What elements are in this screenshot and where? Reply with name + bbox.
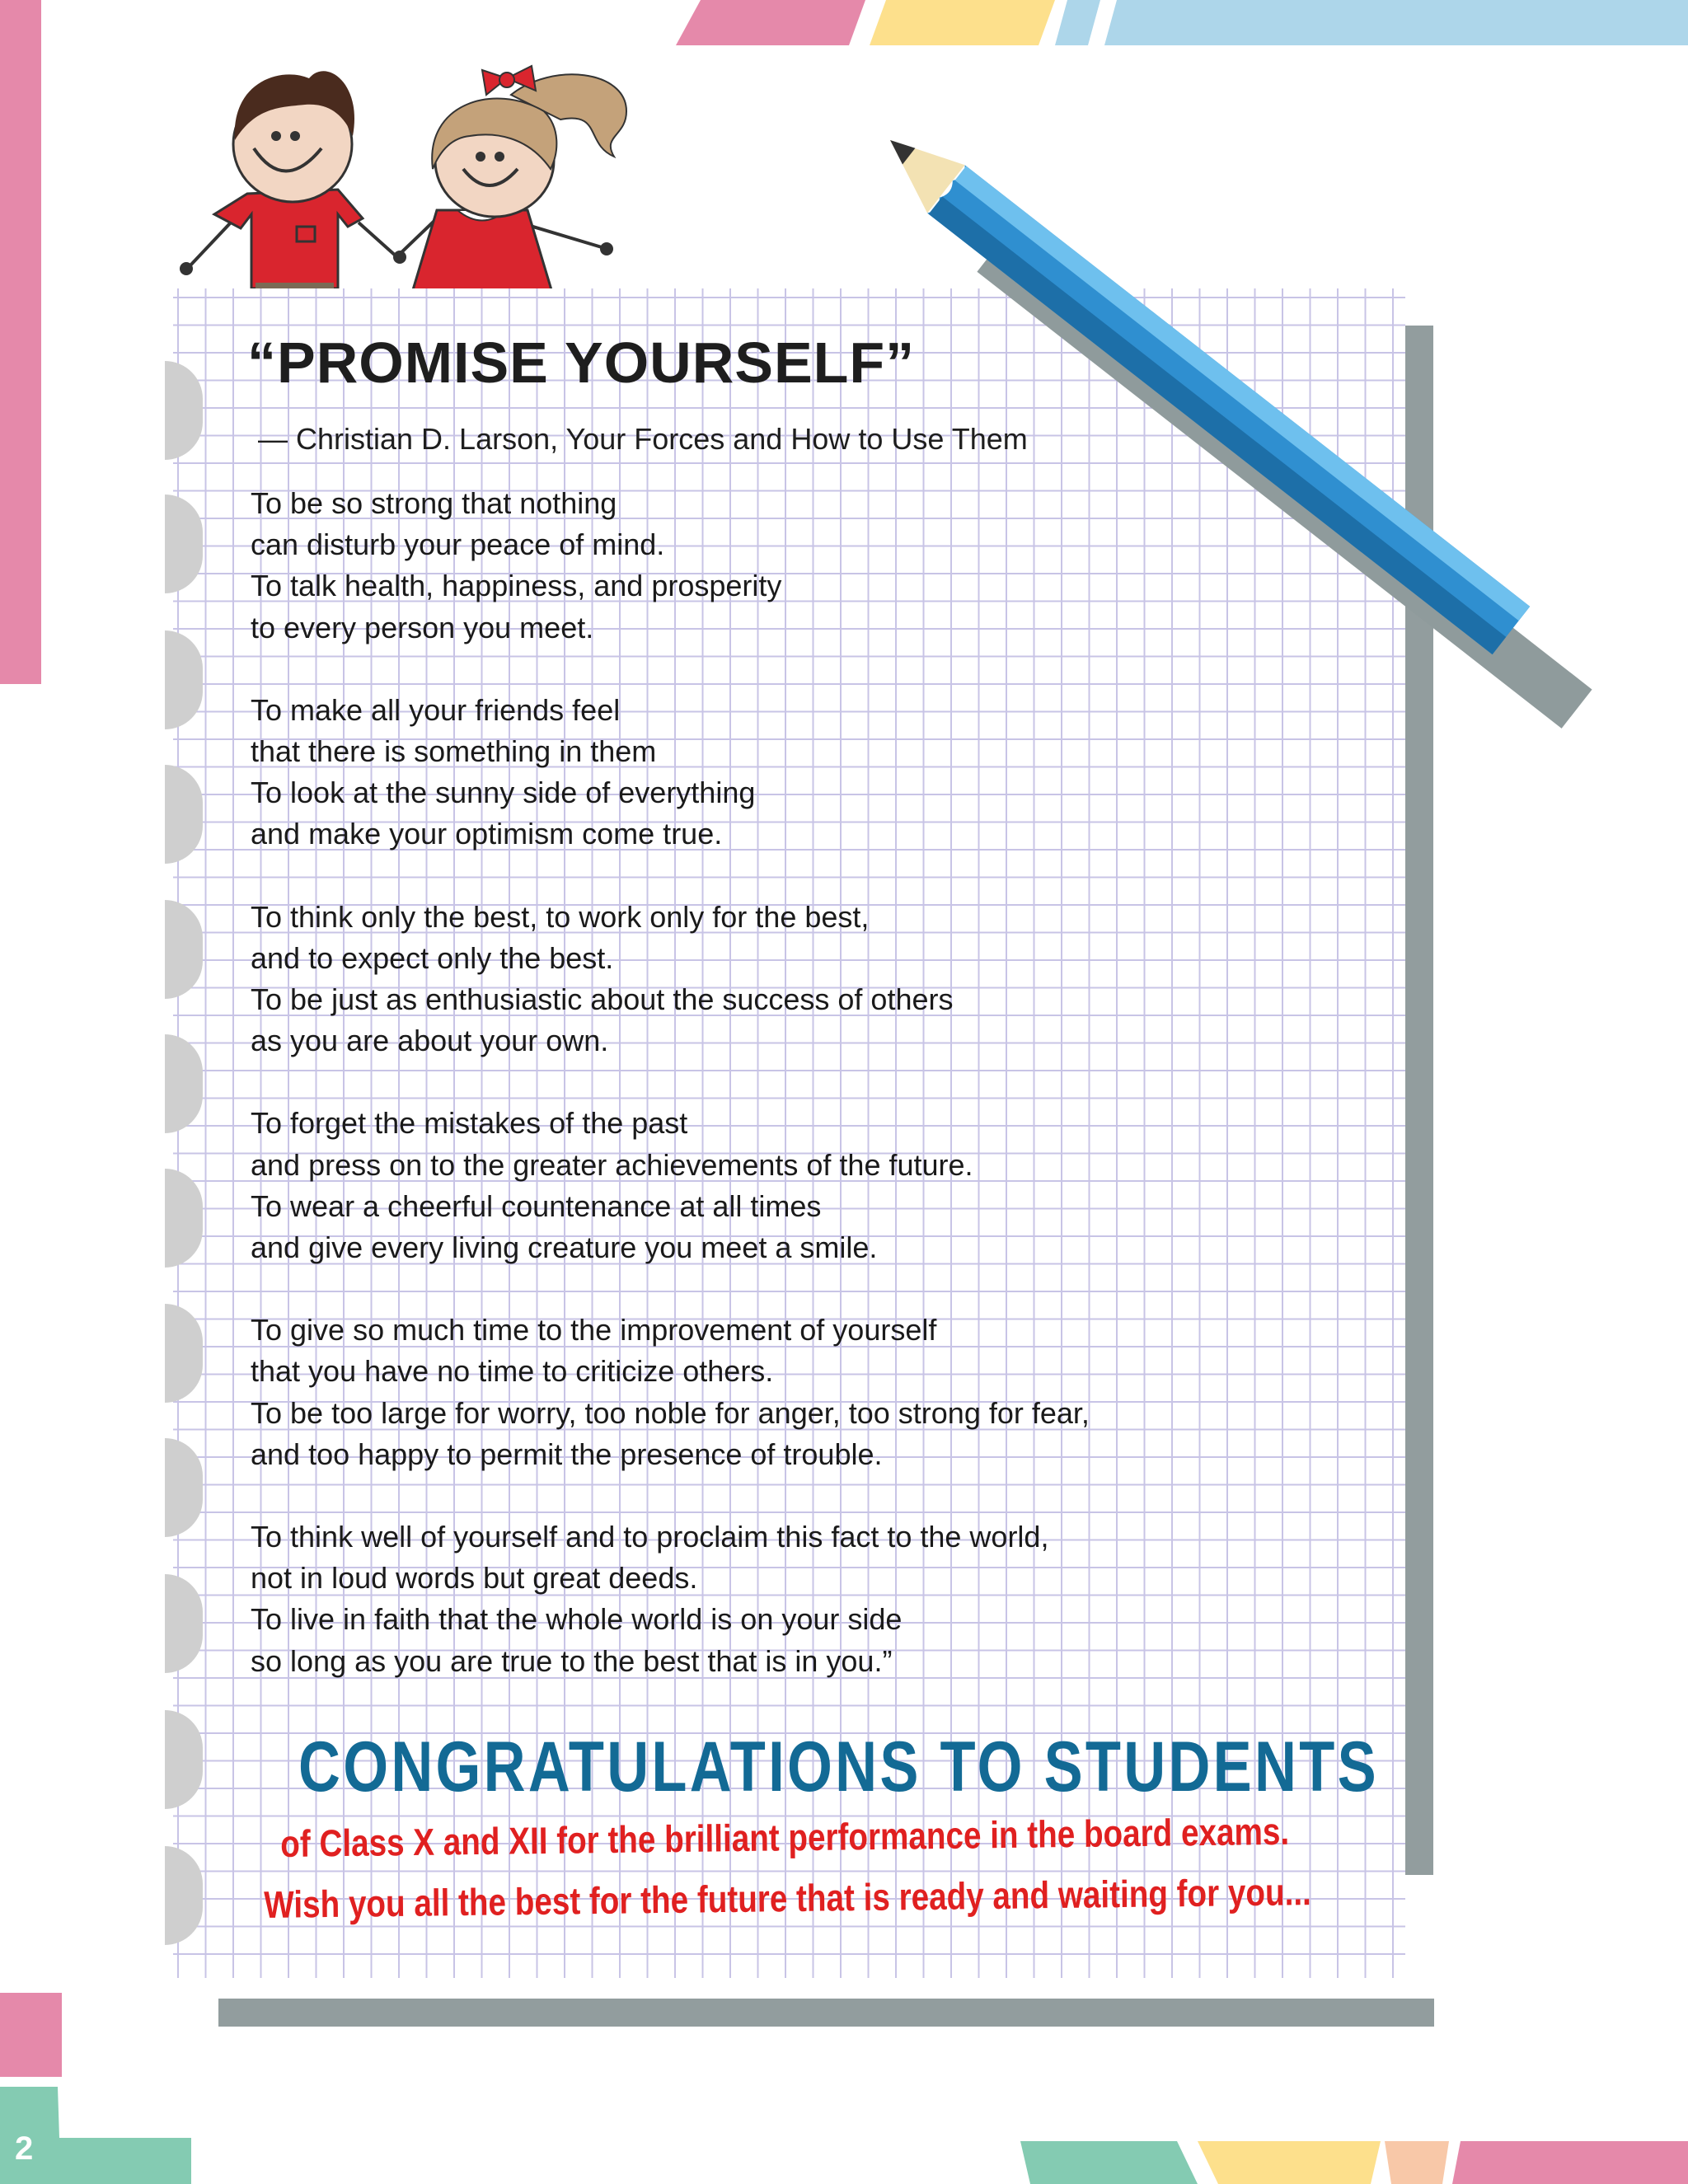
bottom-teal-strip — [1020, 2141, 1198, 2184]
poem-stanza — [251, 1103, 1090, 1268]
poem-line: To wear a cheerful countenance at all times — [251, 1188, 822, 1223]
poem-line: To give so much time to the improvement of yourself — [251, 1313, 937, 1347]
poem-stanza — [251, 1310, 1090, 1475]
bottom-peach-strip — [1385, 2141, 1449, 2184]
bottom-pink-strip — [1452, 2141, 1688, 2184]
poem-line: so long as you are true to the best that is in you.” — [251, 1643, 893, 1678]
poem-line: that there is something in them — [251, 734, 657, 769]
poem-line: can disturb your peace of mind. — [251, 527, 665, 562]
poem-stanza — [251, 483, 1090, 649]
poem-line: To be too large for worry, too noble for anger, too strong for fear, — [251, 1395, 1090, 1430]
poem-line: and give every living creature you meet a smile. — [251, 1230, 878, 1265]
boy-cartoon-icon — [180, 71, 398, 293]
top-pink-strip — [676, 0, 865, 45]
left-pink-bar — [0, 0, 41, 684]
poem-line: To look at the sunny side of everything — [251, 776, 756, 810]
congratulations-line-2: Wish you all the best for the future that is ready and waiting for you... — [264, 1870, 1312, 1926]
poem-line: To think only the best, to work only for the best, — [251, 899, 870, 934]
poem-line: To make all your friends feel — [251, 692, 621, 727]
top-yellow-strip — [870, 0, 1055, 45]
page-number: 2 — [15, 2130, 34, 2167]
poem-line: To be so strong that nothing — [251, 486, 617, 520]
bottom-yellow-strip — [1198, 2141, 1381, 2184]
girl-cartoon-icon — [393, 66, 626, 293]
top-blue-strip — [1104, 0, 1688, 45]
poem-line: to every person you meet. — [251, 610, 594, 644]
poem-line: To think well of yourself and to proclaim this fact to the world, — [251, 1520, 1049, 1554]
poem-title: “PROMISE YOURSELF” — [247, 330, 916, 395]
congratulations-heading: CONGRATULATIONS TO STUDENTS — [298, 1727, 1379, 1807]
poem-stanza — [251, 897, 1090, 1062]
poem-line: To live in faith that the whole world is on your side — [251, 1602, 903, 1637]
top-blue-strip-small — [1055, 0, 1100, 45]
bottom-left-pink-block — [0, 1993, 62, 2077]
poem-author: — Christian D. Larson, Your Forces and How to Use Them — [258, 422, 1028, 456]
poem-body — [251, 483, 1090, 1723]
poem-line: To forget the mistakes of the past — [251, 1106, 688, 1141]
poem-line: that you have no time to criticize others. — [251, 1354, 774, 1389]
poem-line: not in loud words but great deeds. — [251, 1561, 698, 1596]
congratulations-line-1: of Class X and XII for the brilliant performance in the board exams. — [280, 1809, 1290, 1865]
poem-line: and to expect only the best. — [251, 940, 614, 975]
poem-line: and make your optimism come true. — [251, 817, 723, 851]
sheet-shadow-bottom — [218, 1999, 1434, 2027]
poem-stanza — [251, 690, 1090, 855]
poem-stanza — [251, 1516, 1090, 1682]
poem-line: To be just as enthusiastic about the success of others — [251, 982, 954, 1017]
poem-line: and press on to the greater achievements of the future. — [251, 1147, 973, 1182]
poem-line: To talk health, happiness, and prosperity — [251, 569, 782, 603]
poem-line: as you are about your own. — [251, 1024, 609, 1058]
poem-line: and too happy to permit the presence of trouble. — [251, 1436, 883, 1471]
kids-illustration — [165, 45, 659, 293]
